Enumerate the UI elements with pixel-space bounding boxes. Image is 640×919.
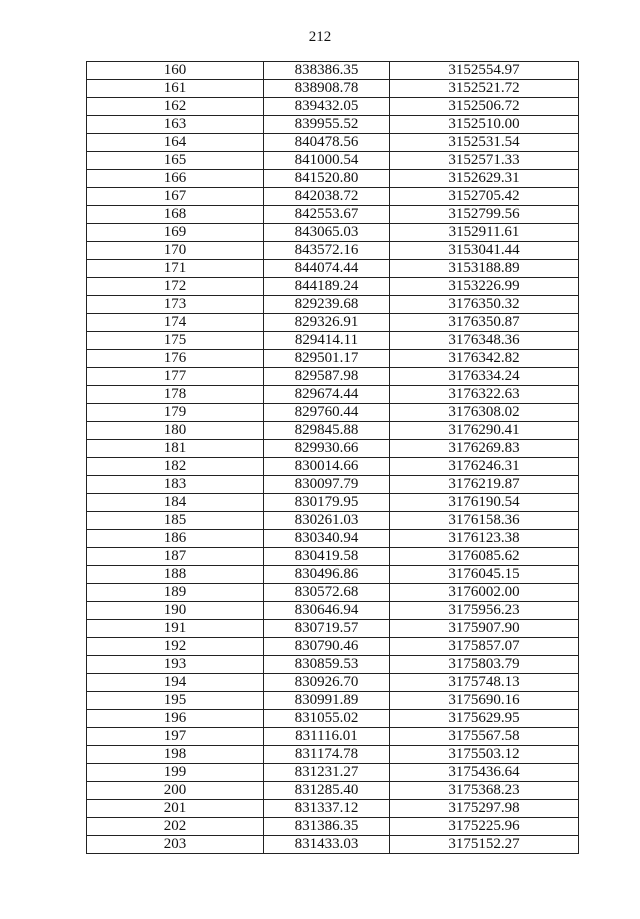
y-coordinate-cell: 3175436.64 [390, 764, 579, 782]
x-coordinate-cell: 831433.03 [264, 836, 390, 854]
point-number-cell: 185 [87, 512, 264, 530]
y-coordinate-cell: 3175690.16 [390, 692, 579, 710]
table-row [87, 314, 579, 332]
point-number-cell: 203 [87, 836, 264, 854]
table-row [87, 152, 579, 170]
x-coordinate-cell: 838908.78 [264, 80, 390, 98]
table-row [87, 692, 579, 710]
x-coordinate-cell: 839955.52 [264, 116, 390, 134]
x-coordinate-cell: 839432.05 [264, 98, 390, 116]
table-row [87, 368, 579, 386]
x-coordinate-cell: 841520.80 [264, 170, 390, 188]
table-row [87, 458, 579, 476]
point-number-cell: 197 [87, 728, 264, 746]
table-row [87, 350, 579, 368]
table-row [87, 278, 579, 296]
table-row [87, 476, 579, 494]
y-coordinate-cell: 3175956.23 [390, 602, 579, 620]
table-row [87, 728, 579, 746]
point-number-cell: 198 [87, 746, 264, 764]
x-coordinate-cell: 841000.54 [264, 152, 390, 170]
table-row [87, 332, 579, 350]
point-number-cell: 162 [87, 98, 264, 116]
x-coordinate-cell: 830926.70 [264, 674, 390, 692]
point-number-cell: 200 [87, 782, 264, 800]
y-coordinate-cell: 3176045.15 [390, 566, 579, 584]
y-coordinate-cell: 3153226.99 [390, 278, 579, 296]
coordinates-table-body [87, 62, 579, 854]
table-row [87, 422, 579, 440]
table-row [87, 116, 579, 134]
point-number-cell: 201 [87, 800, 264, 818]
x-coordinate-cell: 830014.66 [264, 458, 390, 476]
x-coordinate-cell: 830179.95 [264, 494, 390, 512]
y-coordinate-cell: 3152521.72 [390, 80, 579, 98]
point-number-cell: 170 [87, 242, 264, 260]
table-row [87, 818, 579, 836]
x-coordinate-cell: 831055.02 [264, 710, 390, 728]
y-coordinate-cell: 3176348.36 [390, 332, 579, 350]
table-row [87, 548, 579, 566]
table-row [87, 764, 579, 782]
y-coordinate-cell: 3152911.61 [390, 224, 579, 242]
y-coordinate-cell: 3176342.82 [390, 350, 579, 368]
x-coordinate-cell: 829760.44 [264, 404, 390, 422]
x-coordinate-cell: 843065.03 [264, 224, 390, 242]
x-coordinate-cell: 829930.66 [264, 440, 390, 458]
x-coordinate-cell: 830790.46 [264, 638, 390, 656]
point-number-cell: 177 [87, 368, 264, 386]
point-number-cell: 174 [87, 314, 264, 332]
point-number-cell: 168 [87, 206, 264, 224]
y-coordinate-cell: 3176123.38 [390, 530, 579, 548]
point-number-cell: 186 [87, 530, 264, 548]
table-row [87, 566, 579, 584]
table-row [87, 710, 579, 728]
y-coordinate-cell: 3175503.12 [390, 746, 579, 764]
table-row [87, 602, 579, 620]
point-number-cell: 163 [87, 116, 264, 134]
y-coordinate-cell: 3152571.33 [390, 152, 579, 170]
point-number-cell: 192 [87, 638, 264, 656]
y-coordinate-cell: 3176085.62 [390, 548, 579, 566]
y-coordinate-cell: 3176322.63 [390, 386, 579, 404]
y-coordinate-cell: 3176269.83 [390, 440, 579, 458]
x-coordinate-cell: 830419.58 [264, 548, 390, 566]
y-coordinate-cell: 3152506.72 [390, 98, 579, 116]
point-number-cell: 167 [87, 188, 264, 206]
x-coordinate-cell: 830859.53 [264, 656, 390, 674]
table-row [87, 836, 579, 854]
point-number-cell: 180 [87, 422, 264, 440]
x-coordinate-cell: 830496.86 [264, 566, 390, 584]
x-coordinate-cell: 830719.57 [264, 620, 390, 638]
y-coordinate-cell: 3152531.54 [390, 134, 579, 152]
y-coordinate-cell: 3176350.32 [390, 296, 579, 314]
page-number: 212 [308, 29, 332, 45]
point-number-cell: 202 [87, 818, 264, 836]
point-number-cell: 195 [87, 692, 264, 710]
y-coordinate-cell: 3176158.36 [390, 512, 579, 530]
point-number-cell: 199 [87, 764, 264, 782]
y-coordinate-cell: 3175152.27 [390, 836, 579, 854]
point-number-cell: 194 [87, 674, 264, 692]
point-number-cell: 175 [87, 332, 264, 350]
point-number-cell: 176 [87, 350, 264, 368]
x-coordinate-cell: 829587.98 [264, 368, 390, 386]
point-number-cell: 166 [87, 170, 264, 188]
table-row [87, 242, 579, 260]
point-number-cell: 189 [87, 584, 264, 602]
table-row [87, 530, 579, 548]
x-coordinate-cell: 844074.44 [264, 260, 390, 278]
y-coordinate-cell: 3176246.31 [390, 458, 579, 476]
x-coordinate-cell: 844189.24 [264, 278, 390, 296]
y-coordinate-cell: 3175803.79 [390, 656, 579, 674]
point-number-cell: 182 [87, 458, 264, 476]
table-row [87, 98, 579, 116]
table-row [87, 188, 579, 206]
x-coordinate-cell: 830340.94 [264, 530, 390, 548]
x-coordinate-cell: 831386.35 [264, 818, 390, 836]
point-number-cell: 187 [87, 548, 264, 566]
x-coordinate-cell: 830572.68 [264, 584, 390, 602]
x-coordinate-cell: 831231.27 [264, 764, 390, 782]
table-row [87, 80, 579, 98]
table-row [87, 386, 579, 404]
y-coordinate-cell: 3153041.44 [390, 242, 579, 260]
table-row [87, 674, 579, 692]
y-coordinate-cell: 3175297.98 [390, 800, 579, 818]
table-row [87, 494, 579, 512]
x-coordinate-cell: 829414.11 [264, 332, 390, 350]
y-coordinate-cell: 3175857.07 [390, 638, 579, 656]
table-row [87, 224, 579, 242]
point-number-cell: 178 [87, 386, 264, 404]
y-coordinate-cell: 3176334.24 [390, 368, 579, 386]
x-coordinate-cell: 831116.01 [264, 728, 390, 746]
x-coordinate-cell: 829674.44 [264, 386, 390, 404]
x-coordinate-cell: 831337.12 [264, 800, 390, 818]
point-number-cell: 169 [87, 224, 264, 242]
x-coordinate-cell: 842553.67 [264, 206, 390, 224]
y-coordinate-cell: 3175567.58 [390, 728, 579, 746]
y-coordinate-cell: 3153188.89 [390, 260, 579, 278]
x-coordinate-cell: 829501.17 [264, 350, 390, 368]
x-coordinate-cell: 829845.88 [264, 422, 390, 440]
table-row [87, 440, 579, 458]
table-row [87, 62, 579, 80]
x-coordinate-cell: 830646.94 [264, 602, 390, 620]
point-number-cell: 164 [87, 134, 264, 152]
x-coordinate-cell: 830991.89 [264, 692, 390, 710]
point-number-cell: 191 [87, 620, 264, 638]
table-row [87, 260, 579, 278]
y-coordinate-cell: 3152554.97 [390, 62, 579, 80]
y-coordinate-cell: 3175225.96 [390, 818, 579, 836]
y-coordinate-cell: 3152629.31 [390, 170, 579, 188]
y-coordinate-cell: 3176002.00 [390, 584, 579, 602]
y-coordinate-cell: 3175629.95 [390, 710, 579, 728]
table-row [87, 170, 579, 188]
point-number-cell: 190 [87, 602, 264, 620]
x-coordinate-cell: 840478.56 [264, 134, 390, 152]
y-coordinate-cell: 3176290.41 [390, 422, 579, 440]
table-row [87, 134, 579, 152]
y-coordinate-cell: 3175907.90 [390, 620, 579, 638]
y-coordinate-cell: 3176190.54 [390, 494, 579, 512]
point-number-cell: 188 [87, 566, 264, 584]
x-coordinate-cell: 831285.40 [264, 782, 390, 800]
point-number-cell: 171 [87, 260, 264, 278]
point-number-cell: 193 [87, 656, 264, 674]
point-number-cell: 179 [87, 404, 264, 422]
y-coordinate-cell: 3152799.56 [390, 206, 579, 224]
point-number-cell: 172 [87, 278, 264, 296]
table-row [87, 404, 579, 422]
table-row [87, 206, 579, 224]
y-coordinate-cell: 3176219.87 [390, 476, 579, 494]
x-coordinate-cell: 830261.03 [264, 512, 390, 530]
y-coordinate-cell: 3176308.02 [390, 404, 579, 422]
point-number-cell: 165 [87, 152, 264, 170]
point-number-cell: 183 [87, 476, 264, 494]
x-coordinate-cell: 843572.16 [264, 242, 390, 260]
table-row [87, 620, 579, 638]
table-row [87, 746, 579, 764]
point-number-cell: 161 [87, 80, 264, 98]
y-coordinate-cell: 3175748.13 [390, 674, 579, 692]
table-row [87, 800, 579, 818]
x-coordinate-cell: 829239.68 [264, 296, 390, 314]
point-number-cell: 173 [87, 296, 264, 314]
table-row [87, 638, 579, 656]
point-number-cell: 196 [87, 710, 264, 728]
x-coordinate-cell: 830097.79 [264, 476, 390, 494]
table-row [87, 782, 579, 800]
point-number-cell: 160 [87, 62, 264, 80]
table-row [87, 512, 579, 530]
y-coordinate-cell: 3176350.87 [390, 314, 579, 332]
x-coordinate-cell: 842038.72 [264, 188, 390, 206]
y-coordinate-cell: 3152510.00 [390, 116, 579, 134]
table-row [87, 296, 579, 314]
coordinates-table [86, 61, 579, 854]
x-coordinate-cell: 831174.78 [264, 746, 390, 764]
point-number-cell: 181 [87, 440, 264, 458]
table-row [87, 656, 579, 674]
x-coordinate-cell: 838386.35 [264, 62, 390, 80]
y-coordinate-cell: 3152705.42 [390, 188, 579, 206]
point-number-cell: 184 [87, 494, 264, 512]
y-coordinate-cell: 3175368.23 [390, 782, 579, 800]
table-row [87, 584, 579, 602]
x-coordinate-cell: 829326.91 [264, 314, 390, 332]
